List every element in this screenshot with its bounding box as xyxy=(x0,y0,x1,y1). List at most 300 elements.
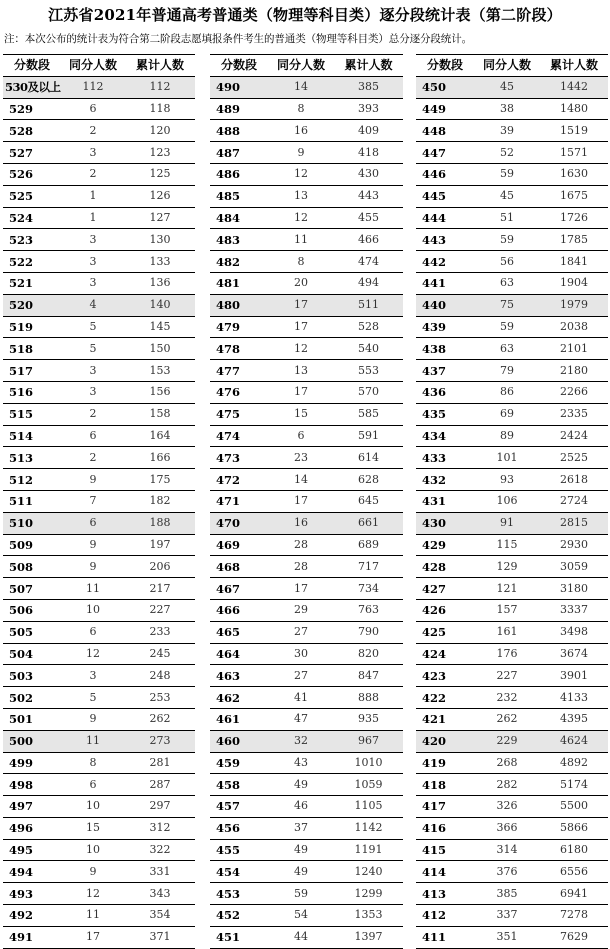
cumulative-cell: 4624 xyxy=(540,730,608,752)
score-cell: 439 xyxy=(416,316,474,338)
cumulative-cell: 1142 xyxy=(334,817,403,839)
count-cell: 115 xyxy=(474,534,540,556)
count-cell: 49 xyxy=(268,861,334,883)
cumulative-cell: 1571 xyxy=(540,142,608,164)
cumulative-cell: 1675 xyxy=(540,185,608,207)
header-cumulative: 累计人数 xyxy=(334,55,403,77)
header-score: 分数段 xyxy=(3,55,61,77)
cumulative-cell: 1630 xyxy=(540,163,608,185)
count-cell: 101 xyxy=(474,447,540,469)
count-cell: 37 xyxy=(268,817,334,839)
count-cell: 9 xyxy=(61,708,125,730)
score-cell: 451 xyxy=(210,926,268,948)
cumulative-cell: 455 xyxy=(334,207,403,229)
table-row xyxy=(210,142,403,164)
count-cell: 268 xyxy=(474,752,540,774)
cumulative-cell: 628 xyxy=(334,469,403,491)
count-cell: 28 xyxy=(268,534,334,556)
score-cell: 505 xyxy=(3,621,61,643)
score-cell: 472 xyxy=(210,469,268,491)
cumulative-cell: 206 xyxy=(125,556,195,578)
table-row xyxy=(416,839,608,861)
table-row xyxy=(210,360,403,382)
cumulative-cell: 1785 xyxy=(540,229,608,251)
cumulative-cell: 734 xyxy=(334,578,403,600)
table-row xyxy=(3,338,195,360)
count-cell: 27 xyxy=(268,665,334,687)
count-cell: 6 xyxy=(61,512,125,534)
table-row xyxy=(416,447,608,469)
table-row xyxy=(416,599,608,621)
score-cell: 466 xyxy=(210,599,268,621)
table-row xyxy=(416,926,608,948)
cumulative-cell: 393 xyxy=(334,98,403,120)
count-cell: 52 xyxy=(474,142,540,164)
cumulative-cell: 2930 xyxy=(540,534,608,556)
score-cell: 483 xyxy=(210,229,268,251)
table-row xyxy=(210,839,403,861)
cumulative-cell: 3674 xyxy=(540,643,608,665)
count-cell: 2 xyxy=(61,403,125,425)
score-cell: 491 xyxy=(3,926,61,948)
table-row xyxy=(210,163,403,185)
cumulative-cell: 4892 xyxy=(540,752,608,774)
score-cell: 498 xyxy=(3,774,61,796)
score-cell: 486 xyxy=(210,163,268,185)
count-cell: 27 xyxy=(268,621,334,643)
cumulative-cell: 175 xyxy=(125,469,195,491)
score-cell: 447 xyxy=(416,142,474,164)
cumulative-cell: 158 xyxy=(125,403,195,425)
score-cell: 438 xyxy=(416,338,474,360)
score-cell: 508 xyxy=(3,556,61,578)
score-cell: 467 xyxy=(210,578,268,600)
table-row xyxy=(3,294,195,316)
score-cell: 530及以上 xyxy=(3,76,61,98)
table-row xyxy=(416,142,608,164)
count-cell: 6 xyxy=(61,621,125,643)
table-row xyxy=(416,708,608,730)
cumulative-cell: 2180 xyxy=(540,360,608,382)
score-cell: 461 xyxy=(210,708,268,730)
table-row xyxy=(416,403,608,425)
cumulative-cell: 145 xyxy=(125,316,195,338)
score-cell: 422 xyxy=(416,687,474,709)
score-cell: 509 xyxy=(3,534,61,556)
score-cell: 455 xyxy=(210,839,268,861)
cumulative-cell: 2724 xyxy=(540,490,608,512)
table-row xyxy=(3,839,195,861)
score-cell: 434 xyxy=(416,425,474,447)
count-cell: 282 xyxy=(474,774,540,796)
cumulative-cell: 1480 xyxy=(540,98,608,120)
count-cell: 32 xyxy=(268,730,334,752)
cumulative-cell: 385 xyxy=(334,76,403,98)
cumulative-cell: 118 xyxy=(125,98,195,120)
count-cell: 232 xyxy=(474,687,540,709)
table-row xyxy=(210,883,403,905)
count-cell: 15 xyxy=(61,817,125,839)
score-cell: 462 xyxy=(210,687,268,709)
count-cell: 47 xyxy=(268,708,334,730)
count-cell: 6 xyxy=(61,98,125,120)
cumulative-cell: 1979 xyxy=(540,294,608,316)
score-cell: 469 xyxy=(210,534,268,556)
score-cell: 421 xyxy=(416,708,474,730)
cumulative-cell: 7278 xyxy=(540,905,608,927)
table-row xyxy=(3,185,195,207)
table-row xyxy=(3,774,195,796)
header-score: 分数段 xyxy=(210,55,268,77)
count-cell: 8 xyxy=(61,752,125,774)
table-row xyxy=(416,98,608,120)
table-note: 注：本次公布的统计表为符合第二阶段志愿填报条件考生的普通类（物理等科目类）总分逐分段统计。 xyxy=(4,33,472,45)
table-row xyxy=(210,98,403,120)
score-cell: 464 xyxy=(210,643,268,665)
header-score: 分数段 xyxy=(416,55,474,77)
cumulative-cell: 717 xyxy=(334,556,403,578)
count-cell: 1 xyxy=(61,185,125,207)
score-cell: 456 xyxy=(210,817,268,839)
count-cell: 229 xyxy=(474,730,540,752)
score-cell: 517 xyxy=(3,360,61,382)
table-row xyxy=(210,556,403,578)
score-cell: 514 xyxy=(3,425,61,447)
score-cell: 445 xyxy=(416,185,474,207)
score-cell: 504 xyxy=(3,643,61,665)
count-cell: 11 xyxy=(61,578,125,600)
score-cell: 474 xyxy=(210,425,268,447)
cumulative-cell: 6556 xyxy=(540,861,608,883)
score-cell: 440 xyxy=(416,294,474,316)
table-row xyxy=(3,512,195,534)
cumulative-cell: 166 xyxy=(125,447,195,469)
count-cell: 39 xyxy=(474,120,540,142)
count-cell: 69 xyxy=(474,403,540,425)
table-row xyxy=(416,163,608,185)
table-row xyxy=(416,185,608,207)
score-table xyxy=(3,54,195,949)
table-row xyxy=(210,425,403,447)
cumulative-cell: 1904 xyxy=(540,272,608,294)
count-cell: 5 xyxy=(61,687,125,709)
count-cell: 15 xyxy=(268,403,334,425)
cumulative-cell: 287 xyxy=(125,774,195,796)
count-cell: 351 xyxy=(474,926,540,948)
count-cell: 49 xyxy=(268,774,334,796)
score-cell: 443 xyxy=(416,229,474,251)
count-cell: 28 xyxy=(268,556,334,578)
count-cell: 17 xyxy=(268,294,334,316)
count-cell: 3 xyxy=(61,381,125,403)
cumulative-cell: 614 xyxy=(334,447,403,469)
score-cell: 528 xyxy=(3,120,61,142)
score-cell: 454 xyxy=(210,861,268,883)
count-cell: 12 xyxy=(268,163,334,185)
cumulative-cell: 511 xyxy=(334,294,403,316)
cumulative-cell: 1240 xyxy=(334,861,403,883)
cumulative-cell: 248 xyxy=(125,665,195,687)
score-cell: 490 xyxy=(210,76,268,98)
score-cell: 478 xyxy=(210,338,268,360)
table-row xyxy=(3,316,195,338)
cumulative-cell: 1841 xyxy=(540,251,608,273)
cumulative-cell: 570 xyxy=(334,381,403,403)
table-row xyxy=(416,294,608,316)
cumulative-cell: 553 xyxy=(334,360,403,382)
table-row xyxy=(3,905,195,927)
cumulative-cell: 1059 xyxy=(334,774,403,796)
cumulative-cell: 645 xyxy=(334,490,403,512)
cumulative-cell: 2335 xyxy=(540,403,608,425)
cumulative-cell: 281 xyxy=(125,752,195,774)
count-cell: 59 xyxy=(474,229,540,251)
table-row xyxy=(416,643,608,665)
cumulative-cell: 2424 xyxy=(540,425,608,447)
cumulative-cell: 540 xyxy=(334,338,403,360)
cumulative-cell: 188 xyxy=(125,512,195,534)
score-cell: 495 xyxy=(3,839,61,861)
table-row xyxy=(3,490,195,512)
header-cumulative: 累计人数 xyxy=(540,55,608,77)
count-cell: 157 xyxy=(474,599,540,621)
score-cell: 480 xyxy=(210,294,268,316)
cumulative-cell: 3059 xyxy=(540,556,608,578)
cumulative-cell: 1010 xyxy=(334,752,403,774)
table-row xyxy=(416,316,608,338)
cumulative-cell: 331 xyxy=(125,861,195,883)
cumulative-cell: 182 xyxy=(125,490,195,512)
cumulative-cell: 2038 xyxy=(540,316,608,338)
table-row xyxy=(210,294,403,316)
score-cell: 526 xyxy=(3,163,61,185)
cumulative-cell: 585 xyxy=(334,403,403,425)
cumulative-cell: 1105 xyxy=(334,796,403,818)
score-cell: 463 xyxy=(210,665,268,687)
score-cell: 468 xyxy=(210,556,268,578)
count-cell: 75 xyxy=(474,294,540,316)
count-cell: 366 xyxy=(474,817,540,839)
score-table xyxy=(210,54,403,949)
score-cell: 510 xyxy=(3,512,61,534)
table-row xyxy=(416,338,608,360)
table-row xyxy=(416,796,608,818)
table-row xyxy=(210,534,403,556)
table-row xyxy=(3,730,195,752)
table-row xyxy=(416,425,608,447)
cumulative-cell: 409 xyxy=(334,120,403,142)
cumulative-cell: 1191 xyxy=(334,839,403,861)
score-cell: 487 xyxy=(210,142,268,164)
cumulative-cell: 3337 xyxy=(540,599,608,621)
score-cell: 475 xyxy=(210,403,268,425)
table-row xyxy=(3,796,195,818)
cumulative-cell: 133 xyxy=(125,251,195,273)
score-cell: 520 xyxy=(3,294,61,316)
count-cell: 2 xyxy=(61,447,125,469)
count-cell: 9 xyxy=(268,142,334,164)
table-row xyxy=(210,403,403,425)
score-cell: 431 xyxy=(416,490,474,512)
table-row xyxy=(210,774,403,796)
table-row xyxy=(416,229,608,251)
score-cell: 518 xyxy=(3,338,61,360)
count-cell: 3 xyxy=(61,665,125,687)
count-cell: 14 xyxy=(268,469,334,491)
score-cell: 527 xyxy=(3,142,61,164)
table-row xyxy=(210,229,403,251)
score-cell: 488 xyxy=(210,120,268,142)
cumulative-cell: 7629 xyxy=(540,926,608,948)
count-cell: 12 xyxy=(268,338,334,360)
count-cell: 176 xyxy=(474,643,540,665)
count-cell: 91 xyxy=(474,512,540,534)
header-count: 同分人数 xyxy=(61,55,125,77)
table-row xyxy=(3,403,195,425)
table-row xyxy=(3,142,195,164)
cumulative-cell: 2266 xyxy=(540,381,608,403)
score-cell: 444 xyxy=(416,207,474,229)
score-cell: 441 xyxy=(416,272,474,294)
table-row xyxy=(3,643,195,665)
table-row xyxy=(210,665,403,687)
count-cell: 262 xyxy=(474,708,540,730)
header-count: 同分人数 xyxy=(268,55,334,77)
table-row xyxy=(416,272,608,294)
score-table xyxy=(416,54,608,949)
cumulative-cell: 3901 xyxy=(540,665,608,687)
table-row xyxy=(3,926,195,948)
score-cell: 436 xyxy=(416,381,474,403)
cumulative-cell: 1726 xyxy=(540,207,608,229)
count-cell: 10 xyxy=(61,839,125,861)
count-cell: 30 xyxy=(268,643,334,665)
count-cell: 6 xyxy=(61,774,125,796)
cumulative-cell: 591 xyxy=(334,425,403,447)
count-cell: 8 xyxy=(268,98,334,120)
table-row xyxy=(416,730,608,752)
count-cell: 17 xyxy=(268,316,334,338)
score-cell: 428 xyxy=(416,556,474,578)
cumulative-cell: 156 xyxy=(125,381,195,403)
cumulative-cell: 4395 xyxy=(540,708,608,730)
cumulative-cell: 935 xyxy=(334,708,403,730)
page-title: 江苏省2021年普通高考普通类（物理等科目类）逐分段统计表（第二阶段） xyxy=(48,6,562,24)
count-cell: 9 xyxy=(61,469,125,491)
count-cell: 63 xyxy=(474,272,540,294)
count-cell: 38 xyxy=(474,98,540,120)
table-row xyxy=(210,120,403,142)
count-cell: 5 xyxy=(61,338,125,360)
count-cell: 17 xyxy=(268,578,334,600)
table-row xyxy=(3,98,195,120)
score-cell: 457 xyxy=(210,796,268,818)
count-cell: 93 xyxy=(474,469,540,491)
table-row xyxy=(210,76,403,98)
cumulative-cell: 112 xyxy=(125,76,195,98)
score-cell: 503 xyxy=(3,665,61,687)
count-cell: 41 xyxy=(268,687,334,709)
count-cell: 44 xyxy=(268,926,334,948)
table-row xyxy=(210,447,403,469)
score-table-column-3 xyxy=(416,54,608,949)
score-cell: 494 xyxy=(3,861,61,883)
table-row xyxy=(210,861,403,883)
score-cell: 453 xyxy=(210,883,268,905)
score-cell: 513 xyxy=(3,447,61,469)
score-cell: 492 xyxy=(3,905,61,927)
table-row xyxy=(210,469,403,491)
table-row xyxy=(210,316,403,338)
table-row xyxy=(3,229,195,251)
score-cell: 481 xyxy=(210,272,268,294)
table-row xyxy=(210,381,403,403)
table-row xyxy=(3,556,195,578)
count-cell: 11 xyxy=(61,905,125,927)
cumulative-cell: 790 xyxy=(334,621,403,643)
table-row xyxy=(210,621,403,643)
cumulative-cell: 494 xyxy=(334,272,403,294)
score-cell: 415 xyxy=(416,839,474,861)
table-row xyxy=(416,687,608,709)
cumulative-cell: 2618 xyxy=(540,469,608,491)
count-cell: 17 xyxy=(268,381,334,403)
count-cell: 112 xyxy=(61,76,125,98)
count-cell: 51 xyxy=(474,207,540,229)
score-cell: 529 xyxy=(3,98,61,120)
cumulative-cell: 1519 xyxy=(540,120,608,142)
count-cell: 45 xyxy=(474,76,540,98)
cumulative-cell: 136 xyxy=(125,272,195,294)
table-row xyxy=(210,490,403,512)
score-cell: 442 xyxy=(416,251,474,273)
table-row xyxy=(3,207,195,229)
table-row xyxy=(210,926,403,948)
score-cell: 427 xyxy=(416,578,474,600)
cumulative-cell: 661 xyxy=(334,512,403,534)
count-cell: 46 xyxy=(268,796,334,818)
cumulative-cell: 1442 xyxy=(540,76,608,98)
count-cell: 7 xyxy=(61,490,125,512)
cumulative-cell: 127 xyxy=(125,207,195,229)
cumulative-cell: 2815 xyxy=(540,512,608,534)
cumulative-cell: 197 xyxy=(125,534,195,556)
cumulative-cell: 343 xyxy=(125,883,195,905)
table-row xyxy=(210,272,403,294)
cumulative-cell: 5866 xyxy=(540,817,608,839)
count-cell: 13 xyxy=(268,185,334,207)
table-row xyxy=(416,883,608,905)
table-row xyxy=(210,599,403,621)
table-row xyxy=(210,185,403,207)
score-cell: 493 xyxy=(3,883,61,905)
score-cell: 446 xyxy=(416,163,474,185)
count-cell: 227 xyxy=(474,665,540,687)
table-row xyxy=(210,512,403,534)
count-cell: 9 xyxy=(61,861,125,883)
cumulative-cell: 820 xyxy=(334,643,403,665)
score-cell: 465 xyxy=(210,621,268,643)
score-cell: 497 xyxy=(3,796,61,818)
score-cell: 525 xyxy=(3,185,61,207)
table-row xyxy=(210,207,403,229)
score-cell: 435 xyxy=(416,403,474,425)
table-row xyxy=(210,643,403,665)
table-row xyxy=(416,817,608,839)
count-cell: 6 xyxy=(61,425,125,447)
score-cell: 501 xyxy=(3,708,61,730)
table-row xyxy=(3,599,195,621)
